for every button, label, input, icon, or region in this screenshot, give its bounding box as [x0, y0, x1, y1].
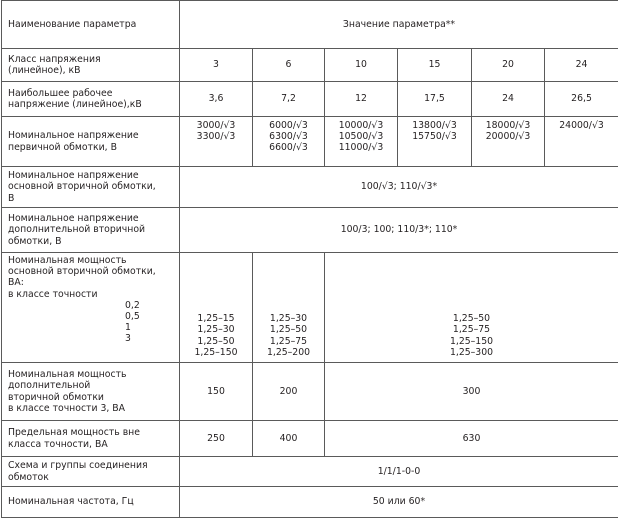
table-cell: 1,25–50 1,25–75 1,25–150 1,25–300 — [325, 253, 618, 363]
accuracy-class: 1 — [125, 322, 131, 334]
table-cell: 400 — [253, 421, 325, 457]
row-label: Номинальное напряжение дополнительной вторичной обмотки, В — [2, 208, 180, 253]
table-cell: 200 — [253, 363, 325, 421]
table-row-main-secondary-power — [2, 253, 618, 363]
table-cell: 26,5 — [545, 82, 618, 117]
table-cell: 300 — [325, 363, 618, 421]
row-label: Схема и группы соединения обмоток — [2, 457, 180, 487]
table-cell: 250 — [180, 421, 253, 457]
row-label: Номинальная мощность дополнительной вторичной обмотки в классе точности 3, ВА — [2, 363, 180, 421]
table-row-connection-scheme — [2, 457, 618, 487]
row-label: Номинальное напряжение первичной обмотки, В — [2, 117, 180, 167]
table-cell: 150 — [180, 363, 253, 421]
table-cell: 3 — [180, 49, 253, 82]
header-param-value: Значение параметра** — [180, 1, 618, 49]
table-cell: 12 — [325, 82, 398, 117]
table-row-limit-power — [2, 421, 618, 457]
table-cell: 100/√3; 110/√3* — [180, 167, 618, 208]
table-cell: 1,25–15 1,25–30 1,25–50 1,25–150 — [180, 253, 253, 363]
accuracy-class: 0,2 — [125, 299, 140, 311]
table-row-voltage-class — [2, 49, 618, 82]
table-row-frequency — [2, 487, 618, 518]
accuracy-class-list — [8, 300, 177, 345]
table-cell: 630 — [325, 421, 618, 457]
table-cell: 1,25–30 1,25–50 1,25–75 1,25–200 — [253, 253, 325, 363]
row-label: Номинальная частота, Гц — [2, 487, 180, 518]
row-label-cell — [2, 253, 180, 363]
table-cell: 6 — [253, 49, 325, 82]
table-cell: 1/1/1-0-0 — [180, 457, 618, 487]
row-label: Номинальная мощность основной вторичной обмотки, ВА: в классе точности — [8, 255, 156, 300]
row-label: Наибольшее рабочее напряжение (линейное),кВ — [2, 82, 180, 117]
parameters-table — [1, 0, 618, 518]
table-cell: 24 — [472, 82, 545, 117]
table-cell: 50 или 60* — [180, 487, 618, 518]
table-cell: 18000/√3 20000/√3 — [472, 117, 545, 167]
table-cell: 6000/√3 6300/√3 6600/√3 — [253, 117, 325, 167]
table-cell: 3000/√3 3300/√3 — [180, 117, 253, 167]
row-label: Класс напряжения (линейное), кВ — [2, 49, 180, 82]
accuracy-class: 3 — [125, 333, 131, 345]
table-cell: 20 — [472, 49, 545, 82]
table-cell: 3,6 — [180, 82, 253, 117]
table-cell: 15 — [398, 49, 472, 82]
table-row-main-secondary-voltage — [2, 167, 618, 208]
table-cell: 24000/√3 — [545, 117, 618, 167]
table-cell: 13800/√3 15750/√3 — [398, 117, 472, 167]
table-cell: 10000/√3 10500/√3 11000/√3 — [325, 117, 398, 167]
row-label: Номинальное напряжение основной вторичной обмотки, В — [2, 167, 180, 208]
table-row-additional-secondary-voltage — [2, 208, 618, 253]
table-header-row — [2, 1, 618, 49]
table-cell: 7,2 — [253, 82, 325, 117]
table-row-additional-secondary-power — [2, 363, 618, 421]
table-row-primary-voltage — [2, 117, 618, 167]
accuracy-class: 0,5 — [125, 311, 140, 323]
table-cell: 10 — [325, 49, 398, 82]
row-label: Предельная мощность вне класса точности, ВА — [2, 421, 180, 457]
table-cell: 17,5 — [398, 82, 472, 117]
header-param-name: Наименование параметра — [2, 1, 180, 49]
table-cell: 100/3; 100; 110/3*; 110* — [180, 208, 618, 253]
table-row-max-voltage — [2, 82, 618, 117]
table-cell: 24 — [545, 49, 618, 82]
